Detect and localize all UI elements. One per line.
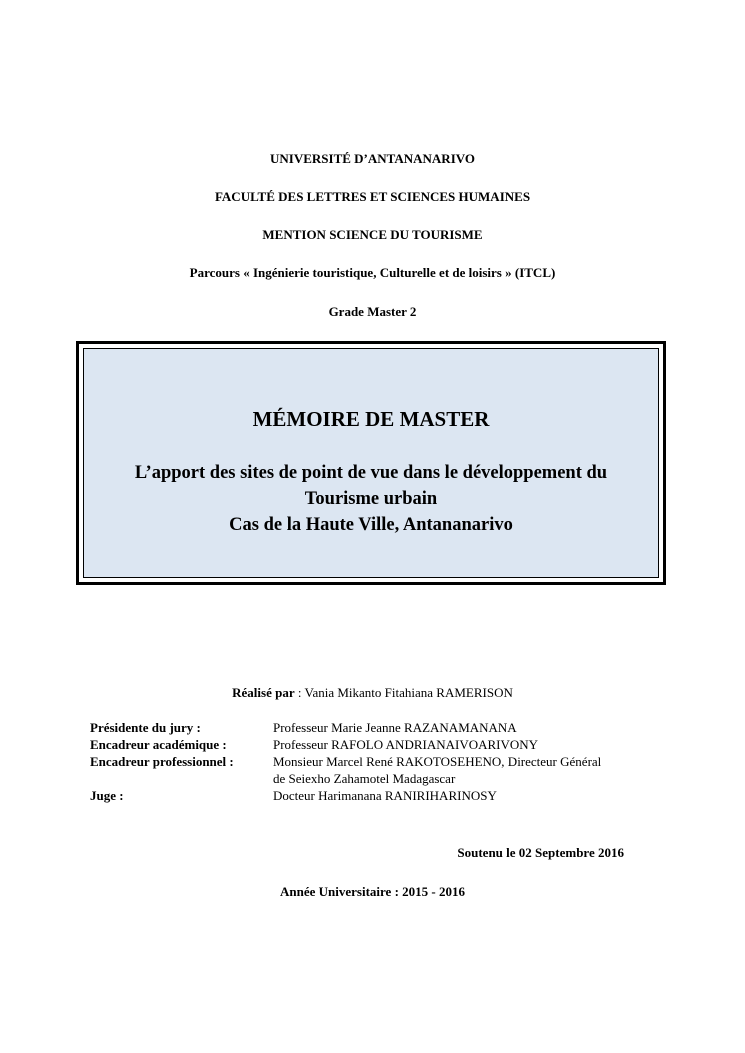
defense-date: Soutenu le 02 Septembre 2016 [457,845,624,860]
jury-row [90,736,670,753]
jury-list [90,719,670,804]
jury-row [90,753,670,787]
jury-member: Professeur RAFOLO ANDRIANAIVOARIVONY [273,737,539,752]
jury-role: Encadreur professionnel : [90,754,234,769]
thesis-type: MÉMOIRE DE MASTER [252,407,490,431]
author-separator: : [294,685,305,700]
grade: Grade Master 2 [328,304,417,319]
jury-member [273,753,670,787]
author-name: Vania Mikanto Fitahiana RAMERISON [304,685,513,700]
jury-role: Juge : [90,788,124,803]
title-box-inner [83,348,659,578]
subtitle-line-3: Cas de la Haute Ville, Antananarivo [229,515,513,535]
thesis-subtitle [84,460,658,538]
jury-role: Encadreur académique : [90,737,227,752]
jury-row [90,787,670,804]
academic-year: Année Universitaire : 2015 - 2016 [280,884,465,899]
university-name: UNIVERSITÉ D’ANTANANARIVO [270,151,475,166]
jury-role: Présidente du jury : [90,720,201,735]
author-line [0,685,745,701]
mention: MENTION SCIENCE DU TOURISME [262,227,483,242]
parcours: Parcours « Ingénierie touristique, Culturelle et de loisirs » (ITCL) [189,265,556,280]
jury-member: Professeur Marie Jeanne RAZANAMANANA [273,720,517,735]
title-box [76,341,666,585]
subtitle-line-2: Tourisme urbain [304,489,438,509]
jury-member: Docteur Harimanana RANIRIHARINOSY [273,788,497,803]
jury-member-line-2: de Seiexho Zahamotel Madagascar [273,771,456,786]
jury-member-line-1: Monsieur Marcel René RAKOTOSEHENO, Directeur Général [273,754,602,769]
subtitle-line-1: L’apport des sites de point de vue dans le développement du [134,463,608,483]
faculty-name: FACULTÉ DES LETTRES ET SCIENCES HUMAINES [214,189,531,204]
author-label: Réalisé par [232,685,295,700]
jury-row [90,719,670,736]
